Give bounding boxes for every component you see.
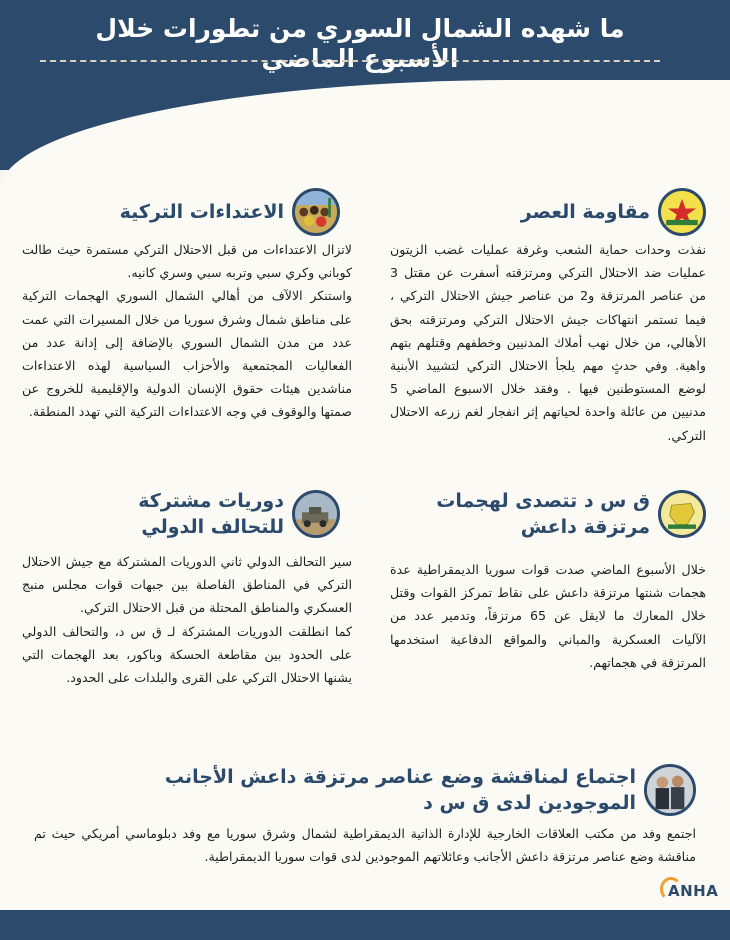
section-heading-meeting xyxy=(165,764,696,816)
section-title-line: اجتماع لمناقشة وضع عناصر مرتزقة داعش الأجانب xyxy=(164,766,636,788)
anha-logo-text: ANHA xyxy=(668,882,719,900)
section-title-line: للتحالف الدولي xyxy=(141,516,284,538)
paragraph: اجتمع وفد من مكتب العلاقات الخارجية للإدارة الذاتية الديمقراطية لشمال وشرق سوريا مع وفد دبلوماسي أمريكي حيث تم مناقشة وضع عناصر مرتزقة داعش الأجانب وعائلاتهم الموجودين لدى قوات سوريا الديمقراطية. xyxy=(34,826,696,865)
paragraph: سير التحالف الدولي ثاني الدوريات المشتركة مع جيش الاحتلال التركي في المناطق الفاصلة بين جبهات قوات مجلس منبج العسكري والمناطق المحتلة من قبل الاحتلال التركي. xyxy=(22,554,352,616)
paragraph: نفذت وحدات حماية الشعب وغرفة عمليات غضب الزيتون عمليات ضد الاحتلال التركي ومرتزقته أسفرت عن مقتل 3 من عناصر المرتزقة و2 من عناصر جيش الاحتلال التركي ، فيما تستمر انتهاكات جيش الاحتلال التركي ومرتزقته بحق الأهالي، من خلال نهب أملاك المدنيين وخطفهم وقتلهم بتهم واهية. وفي حدثٍ مهم يلجأ الاحتلال التركي لتشييد الأبنية لوضع المستوطنين فيها . وفقد خلال الاسبوع الماضي 5 مدنيين من عائلة واحدة لحياتهم إثر انفجار لغم زرعه الاحتلال التركي. xyxy=(390,242,706,443)
footer-band xyxy=(0,910,730,940)
section-body-resistance xyxy=(390,238,706,447)
section-title xyxy=(138,488,284,540)
crowd-protest-icon xyxy=(292,188,340,236)
section-title-line: ق س د تتصدى لهجمات xyxy=(436,490,650,512)
section-title xyxy=(436,488,650,540)
section-heading-turkish-attacks xyxy=(120,188,340,236)
section-title xyxy=(165,764,636,816)
section-body-joint-patrols xyxy=(22,550,352,689)
section-title-line: مرتزقة داعش xyxy=(520,516,650,538)
page-title: ما شهده الشمال السوري من تطورات خلال الأسبوع الماضي xyxy=(95,14,625,73)
section-title: مقاومة العصر xyxy=(520,201,650,223)
section-heading-resistance xyxy=(521,188,706,236)
section-title-line: دوريات مشتركة xyxy=(138,490,284,512)
meeting-people-icon xyxy=(644,764,696,816)
ypg-emblem-icon xyxy=(658,188,706,236)
paragraph: كما انطلقت الدوريات المشتركة لـ ق س د، والتحالف الدولي على الحدود بين مقاطعة الحسكة وباكور، بعد الهجمات التي يشنها الاحتلال التركي على القرى والبلدات على الحدود. xyxy=(22,623,352,686)
sdf-emblem-icon xyxy=(658,490,706,538)
section-title-line: الموجودين لدى ق س د xyxy=(423,792,636,814)
section-body-sdf-isis xyxy=(390,558,706,674)
paragraph: واستنكر الالآف من أهالي الشمال السوري الهجمات التركية على مناطق شمال وشرق سوريا من خلال المسيرات التي عمت عدد من مدن الشمال السوري بالإضافة إلى إدانة عدد من الفعاليات المجتمعية والأحزاب السياسية لهذه الاعتداءات مناشدين هيئات حقوق الإنسان الدولية والإقليمية للخروج عن صمتها والوقوف في وجه الاعتداءات التركية التي تهدد المنطقة. xyxy=(22,288,352,420)
paragraph: خلال الأسبوع الماضي صدت قوات سوريا الديمقراطية عدة هجمات شنتها مرتزقة داعش على نقاط تمركز القوات وقتل خلال المعارك ما لايقل عن 65 مرتزقاً، وتدمير عدد من الآليات العسكرية والمباني والمواقع الدفاعية استخدمها المرتزقة في هجماتهم. xyxy=(390,562,706,670)
section-heading-sdf-isis xyxy=(436,488,706,540)
title-divider xyxy=(40,60,660,62)
military-vehicle-icon xyxy=(292,490,340,538)
section-title: الاعتداءات التركية xyxy=(119,201,284,223)
paragraph: لاتزال الاعتداءات من قبل الاحتلال التركي مستمرة حيث طالت كوباني وكري سبي وتربه سبي وسري كانيه. xyxy=(22,242,352,281)
section-body-meeting xyxy=(34,822,696,868)
section-heading-joint-patrols xyxy=(138,488,340,540)
section-body-turkish-attacks xyxy=(22,238,352,424)
